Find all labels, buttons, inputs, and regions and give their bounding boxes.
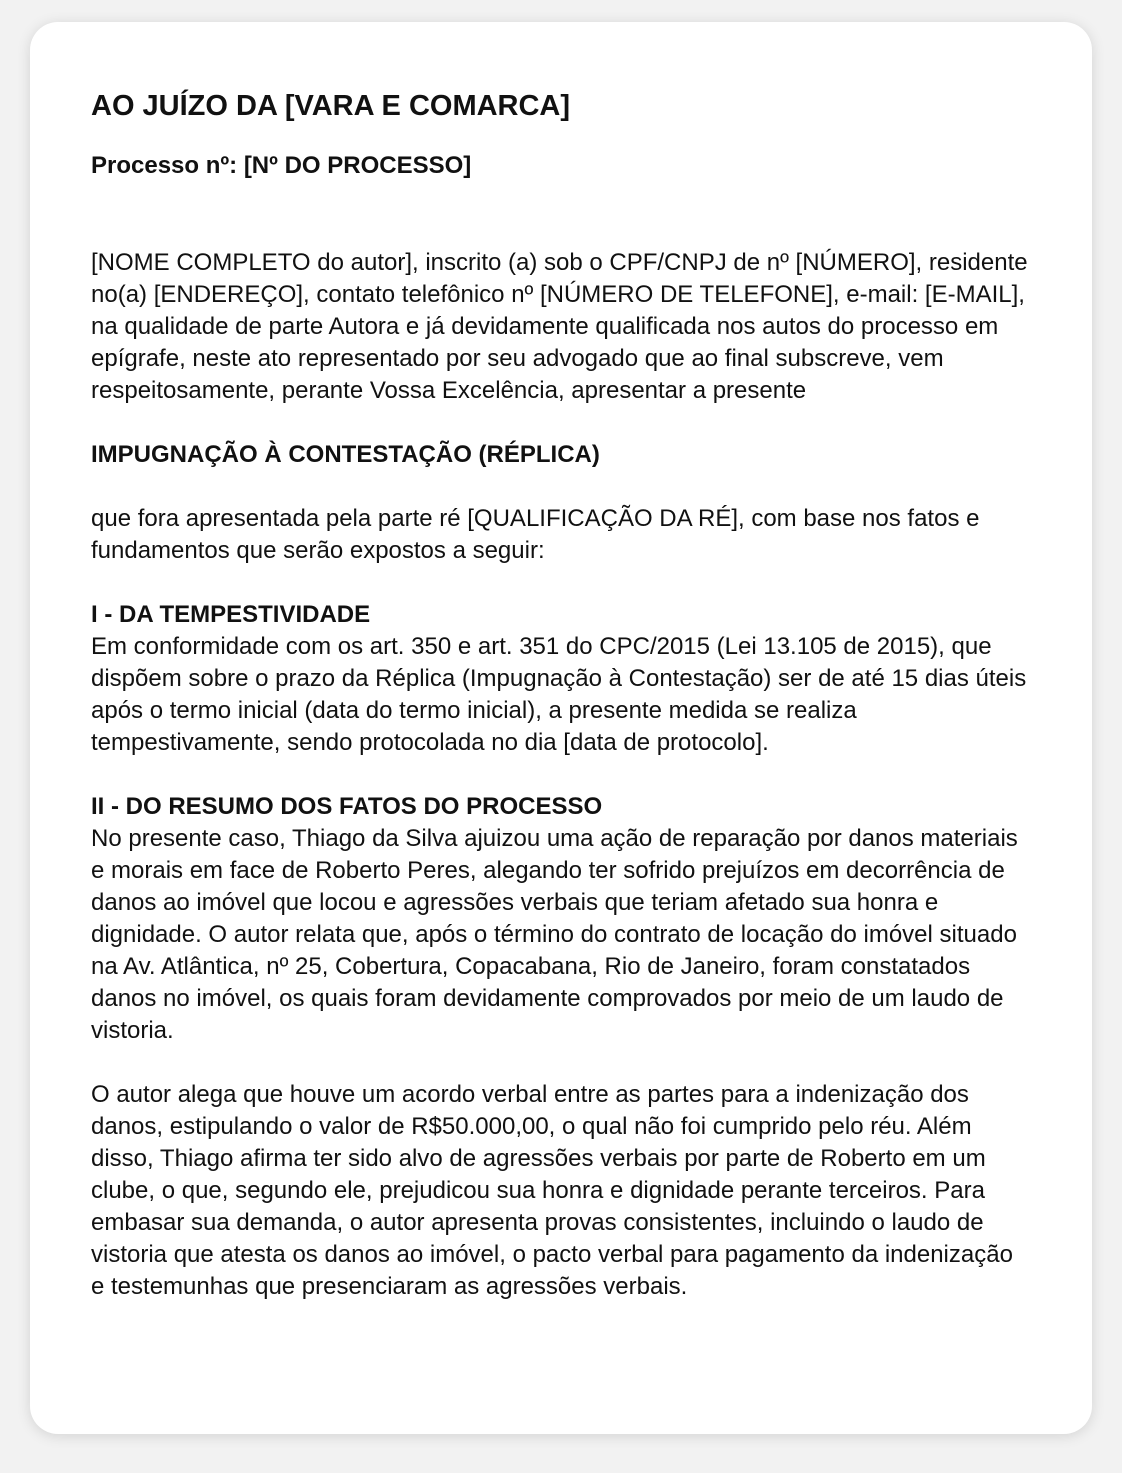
- main-heading: IMPUGNAÇÃO À CONTESTAÇÃO (RÉPLICA): [91, 441, 600, 468]
- document-title: AO JUÍZO DA [VARA E COMARCA]: [91, 90, 571, 122]
- process-number: Processo nº: [Nº DO PROCESSO]: [91, 152, 472, 179]
- section-paragraph-resumo-fatos-2: O autor alega que houve um acordo verbal entre as partes para a indenização dos danos, estipulando o valor de R$50.000,00, o qual não foi cumprido pelo réu. Além disso, Thiago afirma ter sido alvo de agressões verbais por parte de Roberto em um clube, o que, segundo ele, prejudicou sua honra e dignidade perante terceiros. Para embasar sua demanda, o autor apresenta provas consistentes, incluindo o laudo de vistoria que atesta os danos ao imóvel, o pacto verbal para pagamento da indenização e testemunhas que presenciaram as agressões verbais.: [91, 1081, 1013, 1300]
- document-card: [30, 22, 1092, 1434]
- section-paragraph-tempestividade: Em conformidade com os art. 350 e art. 351 do CPC/2015 (Lei 13.105 de 2015), que dispõem sobre o prazo da Réplica (Impugnação à Contestação) ser de até 15 dias úteis após o termo inicial (data do termo inicial), a presente medida se realiza tempestivamente, sendo protocolada no dia [data de protocolo].: [91, 633, 1027, 756]
- intro-paragraph: [NOME COMPLETO do autor], inscrito (a) sob o CPF/CNPJ de nº [NÚMERO], residente no(a) [ENDEREÇO], contato telefônico nº [NÚMERO DE TELEFONE], e-mail: [E-MAIL], na qualidade de parte Autora e já devidamente qualificada nos autos do processo em epígrafe, neste ato representado por seu advogado que ao final subscreve, vem respeitosamente, perante Vossa Excelência, apresentar a presente: [91, 249, 1028, 404]
- section-title-tempestividade: I - DA TEMPESTIVIDADE: [91, 601, 371, 628]
- section-paragraph-resumo-fatos-1: No presente caso, Thiago da Silva ajuizou uma ação de reparação por danos materiais e morais em face de Roberto Peres, alegando ter sofrido prejuízos em decorrência de danos ao imóvel que locou e agressões verbais que teriam afetado sua honra e dignidade. O autor relata que, após o término do contrato de locação do imóvel situado na Av. Atlântica, nº 25, Cobertura, Copacabana, Rio de Janeiro, foram constatados danos no imóvel, os quais foram devidamente comprovados por meio de um laudo de vistoria.: [91, 825, 1018, 1044]
- section-title-resumo-fatos: II - DO RESUMO DOS FATOS DO PROCESSO: [91, 793, 603, 820]
- basis-paragraph: que fora apresentada pela parte ré [QUALIFICAÇÃO DA RÉ], com base nos fatos e fundamentos que serão expostos a seguir:: [91, 505, 980, 564]
